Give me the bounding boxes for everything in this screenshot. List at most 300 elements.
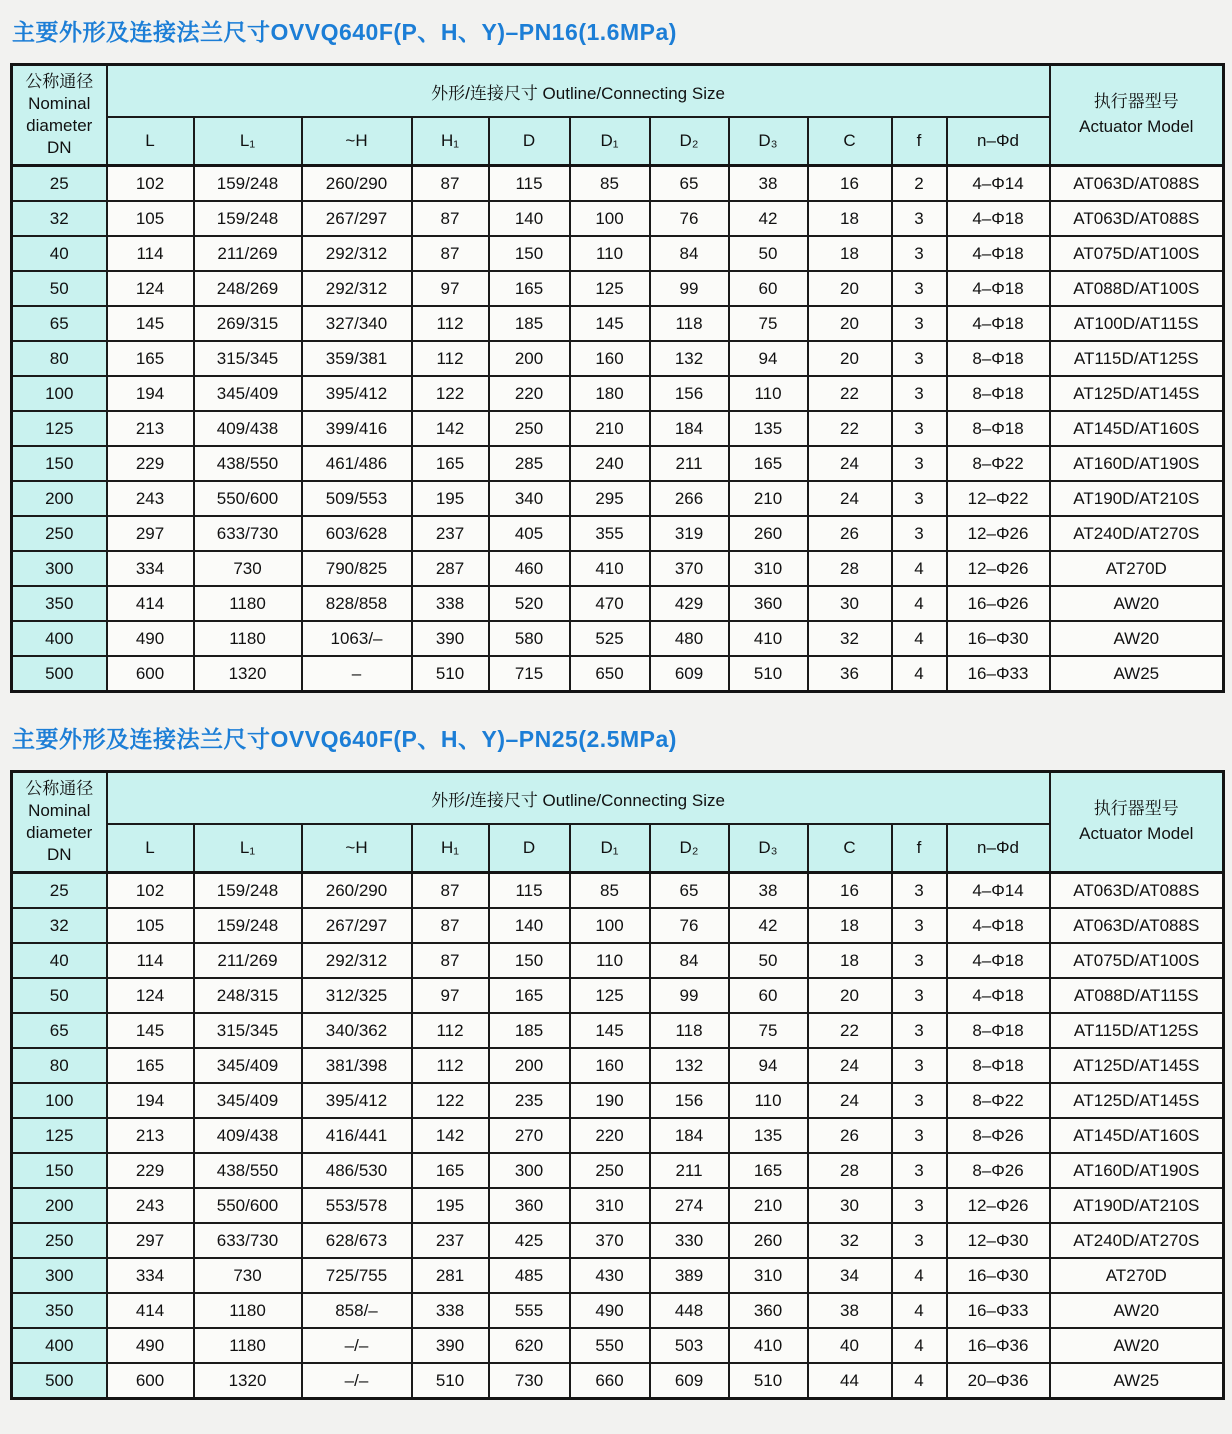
- value-cell: 510: [729, 1363, 808, 1399]
- value-cell: 310: [729, 1258, 808, 1293]
- value-cell: 4: [892, 586, 947, 621]
- value-cell: 4: [892, 1293, 947, 1328]
- value-cell: 270: [489, 1118, 570, 1153]
- value-cell: 730: [194, 1258, 302, 1293]
- table-row: [12, 1363, 1224, 1399]
- value-cell: 20–Φ36: [947, 1363, 1050, 1399]
- dn-cell: 80: [12, 341, 107, 376]
- actuator-header-line: Actuator Model: [1079, 824, 1194, 843]
- value-cell: 550: [570, 1328, 650, 1363]
- pn25-section: [10, 721, 1222, 1400]
- value-cell: 60: [729, 271, 808, 306]
- value-cell: 112: [412, 1013, 489, 1048]
- value-cell: 16: [808, 166, 892, 202]
- value-cell: 44: [808, 1363, 892, 1399]
- value-cell: 3: [892, 341, 947, 376]
- pn16-dimension-table: [10, 63, 1225, 693]
- value-cell: 165: [412, 1153, 489, 1188]
- value-cell: 97: [412, 978, 489, 1013]
- value-cell: 94: [729, 1048, 808, 1083]
- value-cell: 438/550: [194, 446, 302, 481]
- value-cell: 3: [892, 943, 947, 978]
- actuator-cell: AT125D/AT145S: [1050, 1083, 1224, 1118]
- value-cell: 4–Φ18: [947, 908, 1050, 943]
- value-cell: 338: [412, 586, 489, 621]
- value-cell: 480: [650, 621, 729, 656]
- value-cell: 3: [892, 411, 947, 446]
- value-cell: 274: [650, 1188, 729, 1223]
- table-row: [12, 306, 1224, 341]
- value-cell: 237: [412, 516, 489, 551]
- value-cell: 8–Φ18: [947, 1013, 1050, 1048]
- table-row: [12, 201, 1224, 236]
- value-cell: 3: [892, 1188, 947, 1223]
- value-cell: 4: [892, 1258, 947, 1293]
- value-cell: 520: [489, 586, 570, 621]
- value-cell: –/–: [302, 1328, 412, 1363]
- value-cell: 159/248: [194, 908, 302, 943]
- actuator-cell: AT270D: [1050, 551, 1224, 586]
- actuator-cell: AT063D/AT088S: [1050, 873, 1224, 909]
- value-cell: 269/315: [194, 306, 302, 341]
- col-header-nOd: n–Φd: [947, 824, 1050, 873]
- table-row: [12, 873, 1224, 909]
- value-cell: 260/290: [302, 166, 412, 202]
- value-cell: 185: [489, 1013, 570, 1048]
- value-cell: 87: [412, 236, 489, 271]
- table-row: [12, 271, 1224, 306]
- table-row: [12, 1118, 1224, 1153]
- value-cell: 3: [892, 446, 947, 481]
- value-cell: 20: [808, 271, 892, 306]
- value-cell: 3: [892, 1083, 947, 1118]
- col-header-L: L: [107, 117, 194, 166]
- dn-cell: 400: [12, 621, 107, 656]
- col-header-D3: D₃: [729, 117, 808, 166]
- dn-cell: 100: [12, 1083, 107, 1118]
- value-cell: 87: [412, 873, 489, 909]
- value-cell: 4–Φ18: [947, 236, 1050, 271]
- value-cell: 159/248: [194, 201, 302, 236]
- value-cell: 18: [808, 908, 892, 943]
- value-cell: 360: [489, 1188, 570, 1223]
- pn25-title: 主要外形及连接法兰尺寸OVVQ640F(P、H、Y)–PN25(2.5MPa): [12, 726, 677, 752]
- dn-header-line: DN: [46, 845, 72, 865]
- value-cell: 60: [729, 978, 808, 1013]
- value-cell: 470: [570, 586, 650, 621]
- value-cell: 220: [570, 1118, 650, 1153]
- value-cell: 340: [489, 481, 570, 516]
- value-cell: 292/312: [302, 271, 412, 306]
- value-cell: 858/–: [302, 1293, 412, 1328]
- value-cell: 160: [570, 1048, 650, 1083]
- actuator-cell: AW25: [1050, 1363, 1224, 1399]
- value-cell: 145: [570, 306, 650, 341]
- value-cell: 132: [650, 341, 729, 376]
- value-cell: 20: [808, 341, 892, 376]
- col-header-D1: D₁: [570, 824, 650, 873]
- value-cell: 300: [489, 1153, 570, 1188]
- value-cell: 4: [892, 656, 947, 692]
- value-cell: 165: [489, 271, 570, 306]
- value-cell: 503: [650, 1328, 729, 1363]
- table-row: [12, 236, 1224, 271]
- value-cell: 409/438: [194, 1118, 302, 1153]
- value-cell: 310: [570, 1188, 650, 1223]
- actuator-cell: AW25: [1050, 656, 1224, 692]
- value-cell: 3: [892, 236, 947, 271]
- value-cell: 100: [570, 201, 650, 236]
- value-cell: 85: [570, 873, 650, 909]
- value-cell: 237: [412, 1223, 489, 1258]
- value-cell: 3: [892, 201, 947, 236]
- value-cell: 410: [729, 1328, 808, 1363]
- value-cell: 345/409: [194, 1083, 302, 1118]
- dn-cell: 50: [12, 271, 107, 306]
- value-cell: 429: [650, 586, 729, 621]
- col-header-D: D: [489, 117, 570, 166]
- actuator-header: [1050, 65, 1224, 166]
- dn-cell: 200: [12, 1188, 107, 1223]
- value-cell: 405: [489, 516, 570, 551]
- dn-cell: 350: [12, 586, 107, 621]
- outline-header: 外形/连接尺寸 Outline/Connecting Size: [107, 772, 1050, 825]
- value-cell: 327/340: [302, 306, 412, 341]
- value-cell: 315/345: [194, 1013, 302, 1048]
- value-cell: 114: [107, 943, 194, 978]
- value-cell: 395/412: [302, 1083, 412, 1118]
- col-header-nOd: n–Φd: [947, 117, 1050, 166]
- value-cell: 145: [107, 306, 194, 341]
- dn-cell: 50: [12, 978, 107, 1013]
- value-cell: 730: [194, 551, 302, 586]
- value-cell: 490: [107, 1328, 194, 1363]
- value-cell: 184: [650, 411, 729, 446]
- value-cell: 292/312: [302, 236, 412, 271]
- value-cell: 40: [808, 1328, 892, 1363]
- value-cell: 297: [107, 1223, 194, 1258]
- value-cell: 156: [650, 1083, 729, 1118]
- value-cell: 184: [650, 1118, 729, 1153]
- value-cell: 118: [650, 1013, 729, 1048]
- value-cell: 110: [729, 376, 808, 411]
- value-cell: 150: [489, 236, 570, 271]
- value-cell: 260: [729, 516, 808, 551]
- value-cell: 42: [729, 201, 808, 236]
- dn-header: [12, 772, 107, 873]
- value-cell: 142: [412, 1118, 489, 1153]
- value-cell: 112: [412, 1048, 489, 1083]
- value-cell: 315/345: [194, 341, 302, 376]
- value-cell: –/–: [302, 1363, 412, 1399]
- table-row: [12, 411, 1224, 446]
- value-cell: 399/416: [302, 411, 412, 446]
- value-cell: 3: [892, 516, 947, 551]
- value-cell: 3: [892, 978, 947, 1013]
- value-cell: 87: [412, 201, 489, 236]
- table-row: [12, 656, 1224, 692]
- value-cell: 145: [107, 1013, 194, 1048]
- value-cell: –: [302, 656, 412, 692]
- value-cell: 124: [107, 978, 194, 1013]
- value-cell: 340/362: [302, 1013, 412, 1048]
- dn-cell: 500: [12, 1363, 107, 1399]
- value-cell: 65: [650, 873, 729, 909]
- value-cell: 510: [412, 656, 489, 692]
- value-cell: 84: [650, 943, 729, 978]
- value-cell: 210: [729, 1188, 808, 1223]
- actuator-header-line: Actuator Model: [1079, 117, 1194, 136]
- value-cell: 312/325: [302, 978, 412, 1013]
- value-cell: 165: [412, 446, 489, 481]
- value-cell: 8–Φ18: [947, 341, 1050, 376]
- actuator-cell: AT240D/AT270S: [1050, 516, 1224, 551]
- actuator-cell: AT075D/AT100S: [1050, 943, 1224, 978]
- value-cell: 190: [570, 1083, 650, 1118]
- value-cell: 18: [808, 236, 892, 271]
- actuator-cell: AT160D/AT190S: [1050, 1153, 1224, 1188]
- value-cell: 16–Φ26: [947, 586, 1050, 621]
- value-cell: 550/600: [194, 1188, 302, 1223]
- value-cell: 267/297: [302, 908, 412, 943]
- value-cell: 200: [489, 341, 570, 376]
- value-cell: 250: [570, 1153, 650, 1188]
- table-row: [12, 908, 1224, 943]
- value-cell: 4–Φ18: [947, 201, 1050, 236]
- value-cell: 430: [570, 1258, 650, 1293]
- value-cell: 292/312: [302, 943, 412, 978]
- dn-cell: 150: [12, 1153, 107, 1188]
- value-cell: 132: [650, 1048, 729, 1083]
- value-cell: 24: [808, 481, 892, 516]
- value-cell: 76: [650, 908, 729, 943]
- value-cell: 1320: [194, 656, 302, 692]
- value-cell: 140: [489, 908, 570, 943]
- value-cell: 4–Φ18: [947, 943, 1050, 978]
- value-cell: 550/600: [194, 481, 302, 516]
- value-cell: 112: [412, 341, 489, 376]
- value-cell: 3: [892, 306, 947, 341]
- value-cell: 165: [489, 978, 570, 1013]
- dn-header-line: 公称通径: [25, 71, 94, 91]
- value-cell: 1180: [194, 1328, 302, 1363]
- value-cell: 159/248: [194, 873, 302, 909]
- value-cell: 87: [412, 943, 489, 978]
- actuator-cell: AT240D/AT270S: [1050, 1223, 1224, 1258]
- value-cell: 4: [892, 1328, 947, 1363]
- dn-cell: 25: [12, 873, 107, 909]
- value-cell: 110: [570, 236, 650, 271]
- col-header-L1: L₁: [194, 117, 302, 166]
- dn-cell: 25: [12, 166, 107, 202]
- value-cell: 1063/–: [302, 621, 412, 656]
- actuator-cell: AT115D/AT125S: [1050, 341, 1224, 376]
- actuator-cell: AT100D/AT115S: [1050, 306, 1224, 341]
- dn-cell: 65: [12, 1013, 107, 1048]
- value-cell: 150: [489, 943, 570, 978]
- value-cell: 4–Φ18: [947, 306, 1050, 341]
- value-cell: 281: [412, 1258, 489, 1293]
- dn-cell: 500: [12, 656, 107, 692]
- value-cell: 628/673: [302, 1223, 412, 1258]
- value-cell: 1180: [194, 1293, 302, 1328]
- dn-header: [12, 65, 107, 166]
- value-cell: 16–Φ36: [947, 1328, 1050, 1363]
- value-cell: 360: [729, 1293, 808, 1328]
- value-cell: 609: [650, 656, 729, 692]
- col-header-C: C: [808, 824, 892, 873]
- value-cell: 3: [892, 1048, 947, 1083]
- value-cell: 34: [808, 1258, 892, 1293]
- dn-cell: 300: [12, 551, 107, 586]
- dn-cell: 200: [12, 481, 107, 516]
- table-row: [12, 1188, 1224, 1223]
- dn-cell: 125: [12, 411, 107, 446]
- actuator-header-line: 执行器型号: [1093, 92, 1179, 112]
- dn-cell: 40: [12, 236, 107, 271]
- value-cell: 20: [808, 306, 892, 341]
- value-cell: 8–Φ18: [947, 1048, 1050, 1083]
- value-cell: 553/578: [302, 1188, 412, 1223]
- value-cell: 1180: [194, 586, 302, 621]
- value-cell: 115: [489, 166, 570, 202]
- value-cell: 165: [729, 1153, 808, 1188]
- dn-cell: 250: [12, 516, 107, 551]
- value-cell: 390: [412, 621, 489, 656]
- value-cell: 334: [107, 1258, 194, 1293]
- value-cell: 8–Φ26: [947, 1118, 1050, 1153]
- table-row: [12, 586, 1224, 621]
- value-cell: 142: [412, 411, 489, 446]
- value-cell: 338: [412, 1293, 489, 1328]
- dn-header-line: 公称通径: [25, 778, 94, 798]
- value-cell: 355: [570, 516, 650, 551]
- value-cell: 414: [107, 1293, 194, 1328]
- value-cell: 87: [412, 908, 489, 943]
- dn-cell: 150: [12, 446, 107, 481]
- value-cell: 30: [808, 586, 892, 621]
- value-cell: 4: [892, 1363, 947, 1399]
- table-row: [12, 1153, 1224, 1188]
- pn25-dimension-table: [10, 770, 1225, 1400]
- value-cell: 210: [570, 411, 650, 446]
- value-cell: 310: [729, 551, 808, 586]
- value-cell: 3: [892, 481, 947, 516]
- value-cell: 486/530: [302, 1153, 412, 1188]
- value-cell: 490: [570, 1293, 650, 1328]
- value-cell: 8–Φ22: [947, 446, 1050, 481]
- value-cell: 414: [107, 586, 194, 621]
- value-cell: 828/858: [302, 586, 412, 621]
- value-cell: 410: [570, 551, 650, 586]
- col-header-C: C: [808, 117, 892, 166]
- dn-cell: 32: [12, 908, 107, 943]
- value-cell: 633/730: [194, 516, 302, 551]
- dn-cell: 80: [12, 1048, 107, 1083]
- value-cell: 389: [650, 1258, 729, 1293]
- actuator-cell: AW20: [1050, 586, 1224, 621]
- value-cell: 4: [892, 551, 947, 586]
- actuator-cell: AT088D/AT100S: [1050, 271, 1224, 306]
- value-cell: 84: [650, 236, 729, 271]
- value-cell: 448: [650, 1293, 729, 1328]
- dn-header-line: diameter: [26, 823, 93, 842]
- table-row: [12, 516, 1224, 551]
- value-cell: 416/441: [302, 1118, 412, 1153]
- table-row: [12, 1328, 1224, 1363]
- actuator-cell: AW20: [1050, 621, 1224, 656]
- value-cell: 381/398: [302, 1048, 412, 1083]
- value-cell: 160: [570, 341, 650, 376]
- value-cell: 370: [650, 551, 729, 586]
- value-cell: 38: [808, 1293, 892, 1328]
- col-header-H: ~H: [302, 824, 412, 873]
- value-cell: 135: [729, 411, 808, 446]
- value-cell: 319: [650, 516, 729, 551]
- value-cell: 243: [107, 481, 194, 516]
- value-cell: 30: [808, 1188, 892, 1223]
- col-header-H: ~H: [302, 117, 412, 166]
- value-cell: 2: [892, 166, 947, 202]
- value-cell: 16–Φ33: [947, 656, 1050, 692]
- value-cell: 609: [650, 1363, 729, 1399]
- value-cell: 213: [107, 411, 194, 446]
- value-cell: 38: [729, 166, 808, 202]
- value-cell: 180: [570, 376, 650, 411]
- value-cell: 194: [107, 1083, 194, 1118]
- value-cell: 4–Φ14: [947, 873, 1050, 909]
- value-cell: 22: [808, 411, 892, 446]
- value-cell: 360: [729, 586, 808, 621]
- value-cell: 345/409: [194, 1048, 302, 1083]
- value-cell: 211: [650, 446, 729, 481]
- value-cell: 3: [892, 908, 947, 943]
- value-cell: 485: [489, 1258, 570, 1293]
- value-cell: 603/628: [302, 516, 412, 551]
- value-cell: 75: [729, 1013, 808, 1048]
- value-cell: 410: [729, 621, 808, 656]
- value-cell: 395/412: [302, 376, 412, 411]
- value-cell: 26: [808, 516, 892, 551]
- value-cell: 650: [570, 656, 650, 692]
- actuator-cell: AT270D: [1050, 1258, 1224, 1293]
- value-cell: 633/730: [194, 1223, 302, 1258]
- value-cell: 156: [650, 376, 729, 411]
- value-cell: 125: [570, 978, 650, 1013]
- value-cell: 110: [570, 943, 650, 978]
- value-cell: 460: [489, 551, 570, 586]
- value-cell: 76: [650, 201, 729, 236]
- value-cell: 620: [489, 1328, 570, 1363]
- table-row: [12, 1223, 1224, 1258]
- col-header-D1: D₁: [570, 117, 650, 166]
- value-cell: 122: [412, 376, 489, 411]
- value-cell: 3: [892, 1153, 947, 1188]
- value-cell: 122: [412, 1083, 489, 1118]
- value-cell: 3: [892, 873, 947, 909]
- dn-cell: 250: [12, 1223, 107, 1258]
- value-cell: 725/755: [302, 1258, 412, 1293]
- value-cell: 165: [107, 1048, 194, 1083]
- dn-cell: 350: [12, 1293, 107, 1328]
- value-cell: 22: [808, 376, 892, 411]
- value-cell: 525: [570, 621, 650, 656]
- value-cell: 4: [892, 621, 947, 656]
- actuator-cell: AW20: [1050, 1328, 1224, 1363]
- table-row: [12, 481, 1224, 516]
- dn-cell: 65: [12, 306, 107, 341]
- table-row: [12, 1048, 1224, 1083]
